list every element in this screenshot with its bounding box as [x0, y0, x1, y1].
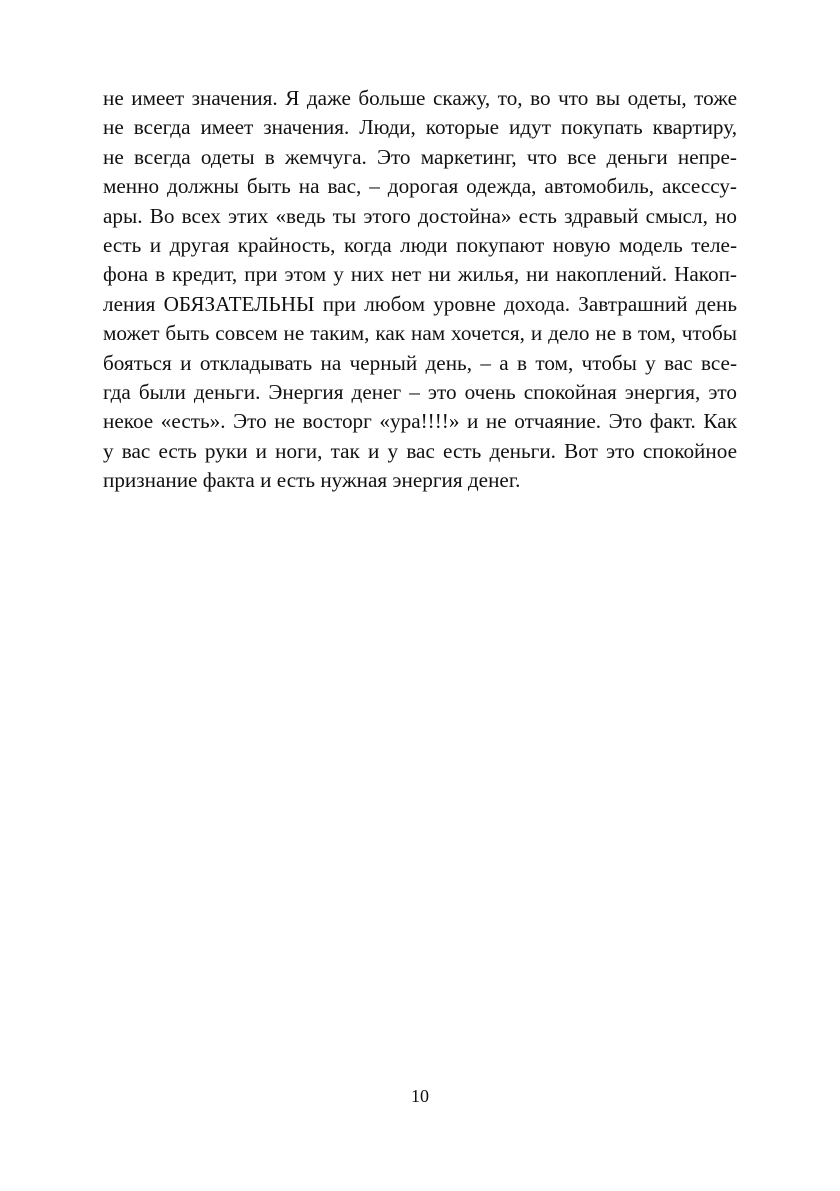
- text-line: ления ОБЯЗАТЕЛЬНЫ при любом уровне дохода. Завтрашний день: [103, 291, 737, 316]
- text-line: не имеет значения. Я даже больше скажу, то, во что вы одеты, тоже: [103, 86, 737, 110]
- text-line: фона в кредит, при этом у них нет ни жилья, ни накоплений. Накоп-: [103, 262, 737, 287]
- page-number: 10: [411, 1086, 429, 1106]
- text-line: менно должны быть на вас, – дорогая одежда, автомобиль, аксессу-: [103, 174, 737, 199]
- text-line-last: признание факта и есть нужная энергия денег.: [103, 468, 521, 493]
- text-line: гда были деньги. Энергия денег – это очень спокойная энергия, это: [103, 379, 737, 404]
- text-line: не всегда имеет значения. Люди, которые идут покупать квартиру,: [103, 115, 737, 140]
- text-line: может быть совсем не таким, как нам хочется, и дело не в том, чтобы: [103, 321, 737, 346]
- text-line: не всегда одеты в жемчуга. Это маркетинг, что все деньги непре-: [103, 144, 737, 169]
- text-line: некое «есть». Это не восторг «ура!!!!» и не отчаяние. Это факт. Как: [103, 409, 737, 434]
- text-line: у вас есть руки и ноги, так и у вас есть деньги. Вот это спокойное: [103, 438, 737, 463]
- text-line: бояться и откладывать на черный день, – а в том, чтобы у вас все-: [103, 350, 737, 375]
- text-line: ары. Во всех этих «ведь ты этого достойна» есть здравый смысл, но: [103, 203, 737, 228]
- text-line: есть и другая крайность, когда люди покупают новую модель теле-: [103, 232, 737, 257]
- body-paragraph: [103, 84, 737, 495]
